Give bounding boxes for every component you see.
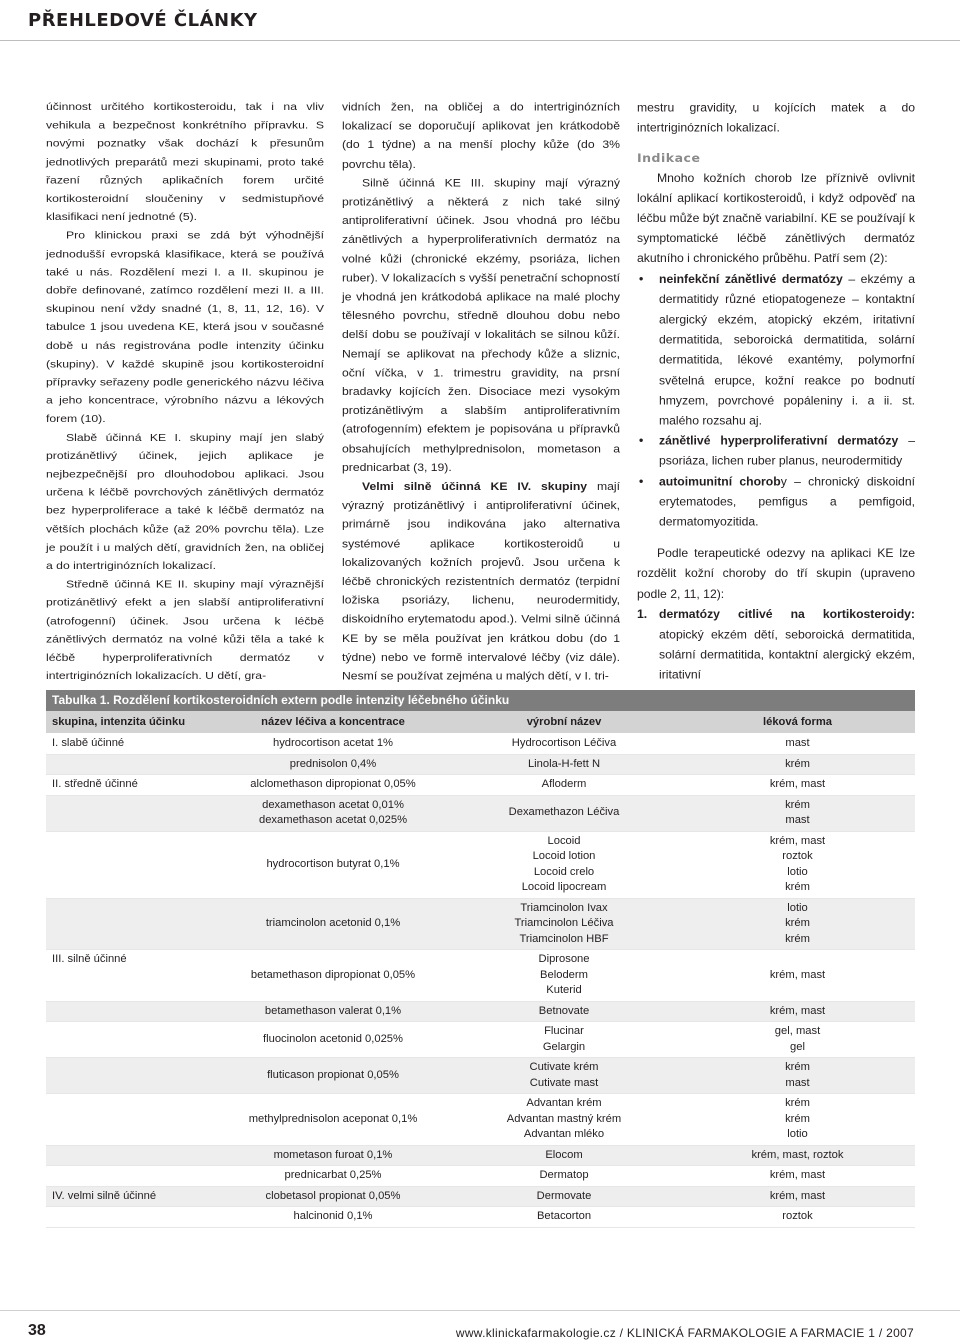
brand-cell: [448, 1166, 680, 1187]
cell-line: II. středně účinné: [52, 778, 138, 790]
form-cell: [680, 1166, 915, 1187]
cell-line: Dermatop: [539, 1169, 589, 1181]
table-row: [46, 1001, 915, 1022]
table-row: [46, 1094, 915, 1146]
column-header: skupina, intenzita účinku: [46, 711, 218, 734]
table-row: [46, 1207, 915, 1228]
paragraph: účinnost určitého kortikosteroidu, tak i na vliv vehikula a bezpečnost konkrétního přípravku. S novými poznatky však dochází k přesunům jednotlivých preparátů mezi skupinami, proto také řazení různých aplikačních forem určité kortikosteroidní sloučeniny v sedmistupňové klasifikaci není jednotné (5).: [46, 100, 324, 223]
brand-cell: [448, 734, 680, 755]
cell-line: fluticason propionat 0,05%: [267, 1068, 399, 1081]
cell-line: prednicarbat 0,25%: [284, 1169, 382, 1181]
item-text: – psoriáza, lichen ruber planus, neurodermitidy: [659, 434, 915, 468]
table-header-row: [46, 711, 915, 734]
cell-line: lotio: [787, 901, 808, 914]
brand-cell: [448, 898, 680, 950]
form-cell: [680, 775, 915, 796]
section-header: PŘEHLEDOVÉ ČLÁNKY: [28, 10, 258, 31]
table-row: [46, 795, 915, 831]
table-row: [46, 1186, 915, 1207]
cell-line: roztok: [782, 1210, 813, 1222]
table-row: [46, 775, 915, 796]
form-cell: [680, 1186, 915, 1207]
table-row: [46, 898, 915, 950]
numbered-list: [637, 605, 915, 686]
cell-line: prednisolon 0,4%: [289, 757, 377, 770]
cell-line: Flucinar: [544, 1025, 584, 1037]
paragraph: Pro klinickou praxi se zdá být výhodnější jednodušší evropská klasifikace, která se používá také u nás. Rozdělení mezi I. a II. skupinou je dobře definované, zatímco rozdělení mezi II. a III. skupinou není vždy snadné (1, 8, 11, 12, 16). V tabulce 1 jsou uvedena KE, která jsou v současné době u nás registrována podle intenzity účinku (skupiny). V každé skupině jsou kortikosteroidní přípravky seřazeny podle generického názvu léčiva a jeho koncentrace, výrobního názvu a lékových forem (10).: [46, 229, 324, 425]
drug-cell: [218, 1145, 448, 1166]
group-cell: [46, 754, 218, 775]
cell-line: Hydrocortison Léčiva: [511, 737, 617, 749]
cell-line: krém: [785, 1112, 810, 1125]
group-cell: [46, 1166, 218, 1187]
cell-line: Gelargin: [542, 1040, 586, 1053]
cell-line: Betacorton: [536, 1210, 592, 1222]
table-1: [46, 690, 915, 1228]
group-cell: [46, 1145, 218, 1166]
cell-line: krém, mast: [769, 1004, 826, 1017]
section-heading: Indikace: [637, 150, 701, 166]
drug-cell: [218, 1058, 448, 1094]
cell-line: krém: [785, 1097, 810, 1109]
paragraph: Podle terapeutické odezvy na aplikaci KE lze rozdělit kožní choroby do tří skupin (upraveno podle 2, 11, 12):: [637, 546, 915, 601]
table-row: [46, 1166, 915, 1187]
journal-footer: www.klinickafarmakologie.cz / KLINICKÁ FARMAKOLOGIE A FARMACIE 1 / 2007: [455, 1326, 914, 1340]
brand-cell: [448, 1094, 680, 1146]
group-cell: [46, 1094, 218, 1146]
cell-line: I. slabě účinné: [52, 737, 125, 749]
bold-term: dermatózy citlivé na kortikosteroidy:: [659, 607, 915, 621]
footer-divider: [0, 1310, 960, 1311]
cell-line: Triamcinolon Ivax: [520, 901, 608, 914]
drug-cell: [218, 1166, 448, 1187]
drug-cell: [218, 831, 448, 898]
form-cell: [680, 1145, 915, 1166]
drug-cell: [218, 1207, 448, 1228]
drug-cell: [218, 754, 448, 775]
form-cell: [680, 950, 915, 1002]
cell-line: Betnovate: [538, 1004, 590, 1017]
corticosteroid-table: [46, 711, 915, 1228]
cell-line: Afloderm: [541, 778, 587, 790]
group-cell: [46, 1058, 218, 1094]
cell-line: Locoid lipocream: [521, 881, 607, 893]
cell-line: Locoid: [547, 834, 581, 847]
cell-line: clobetasol propionat 0,05%: [265, 1189, 401, 1202]
cell-line: halcinonid 0,1%: [293, 1210, 373, 1222]
list-item: [637, 431, 915, 471]
bold-term: zánětlivé hyperproliferativní dermatózy: [659, 434, 899, 448]
cell-line: krém, mast, roztok: [751, 1148, 844, 1161]
cell-line: Elocom: [545, 1148, 583, 1161]
column-header: výrobní název: [448, 711, 680, 734]
drug-cell: [218, 795, 448, 831]
form-cell: [680, 1058, 915, 1094]
cell-line: IV. velmi silně účinné: [52, 1189, 157, 1202]
cell-line: Dermovate: [536, 1189, 592, 1202]
indication-list: [637, 269, 915, 532]
form-cell: [680, 898, 915, 950]
paragraph: vidních žen, na obličej a do intertriginózních lokalizací se doporučují aplikovat jen krátkodobě (do 1 týdne) a na menší plochy kůže (do 3% povrchu těla).: [342, 100, 620, 171]
brand-cell: [448, 1145, 680, 1166]
cell-line: mast: [785, 1076, 810, 1089]
brand-cell: [448, 1001, 680, 1022]
form-cell: [680, 1001, 915, 1022]
paragraph: Středně účinná KE II. skupiny mají výraznější protizánětlivý efekt a jen slabší antiproliferativní (atrofogenní) účinek. Jsou určena k léčbě zánětlivých dermatóz na volné kůži těla a také k léčbě hyperproliferativních dermatóz v intertriginózních lokalizacích. U dětí, gra-: [46, 577, 324, 682]
form-cell: [680, 795, 915, 831]
paragraph-text: mají výrazný protizánětlivý i antiproliferativní účinek, primárně jsou indikována jako alternativa systémové aplikace kortikosteroidů u lokalizovaných kožních projevů. Jsou určena k léčbě chronických rezistentních dermatóz (terpidní ložiska psoriázy, lichenu, neurodermitidy, diskoidního erytematodu apod.). Velmi silně účinná KE by se měla používat jen krátkou dobu (do 1 týdne) nebo ve formě intervalové léčby (viz dále). Nesmí se používat zejména u malých dětí, v I. tri-: [342, 480, 620, 683]
brand-cell: [448, 831, 680, 898]
paragraph: Slabě účinná KE I. skupiny mají jen slabý protizánětlivý účinek, jejich aplikace je nejbezpečnější pro dlouhodobou aplikaci. Jsou určena k léčbě povrchových zánětlivých dermatóz bez hyperproliferace a také k léčbě dermatóz na větších plochách kůže (až 20% povrchu těla). Lze je použít i u malých dětí, gravidních žen, na obličej a do intertriginózních lokalizací.: [46, 431, 324, 572]
drug-cell: [218, 1001, 448, 1022]
form-cell: [680, 754, 915, 775]
table-row: [46, 1145, 915, 1166]
cell-line: Dexamethazon Léčiva: [508, 806, 620, 819]
paragraph: mestru gravidity, u kojících matek a do intertriginózních lokalizací.: [637, 100, 915, 135]
list-item: [637, 605, 915, 686]
cell-line: krém, mast: [769, 1189, 826, 1202]
table-row: [46, 754, 915, 775]
drug-cell: [218, 950, 448, 1002]
text-column-2: [342, 98, 620, 686]
cell-line: Locoid lotion: [532, 850, 596, 862]
cell-line: Advantan mastný krém: [506, 1112, 622, 1125]
form-cell: [680, 831, 915, 898]
cell-line: mast: [785, 737, 810, 749]
paragraph: Silně účinná KE III. skupiny mají výrazný protizánětlivý a některá z nich také silný antiproliferativní účinek. Jsou vhodná pro léčbu zánětlivých a hyperproliferativních dermatóz na volné kůži (chronické ekzémy, psoriáza, lichen ruber). V lokalizacích s vyšší penetrační schopností je vhodná jen krátkodobá aplikace na malé plochy tělesného povrchu, středně dlouhou dobu nebo delší dobu se používají v lokalitách se silnou kůží. Nemají se aplikovat na přechody kůže a sliznic, oční víčka, v 1. trimestru gravidity, na prsní bradavky kojících žen. Disociace mezi vysokým protizánětlivým a slabším antiproliferativním (atrofogenním) efektem je popisována u přípravků obsahujících methylprednisolon, mometason a prednicarbat (3, 19).: [342, 176, 620, 474]
item-text: – ekzémy a dermatitidy různé etiopatogeneze – kontaktní alergický ekzém, atopický ekzém, iritativní dermatitida, seboroická dermatitida, solární dermatitida, lékové exantémy, polymorfní světelná erupce, kožní reakce po bodnutí hmyzem, povrchové popáleniny i. a ii. st. malého rozsahu aj.: [659, 272, 915, 428]
group-cell: [46, 898, 218, 950]
item-text: y – chronický diskoidní erytematodes, pemfigus a pemfigoid, dermatomyozitida.: [659, 474, 915, 529]
item-text: atopický ekzém dětí, seboroická dermatitida, solární dermatitida, kontaktní alergický ekzém, iritativní: [659, 627, 915, 682]
cell-line: Cutivate krém: [529, 1061, 599, 1073]
cell-line: krém: [785, 881, 810, 893]
text-column-3: [637, 98, 915, 686]
cell-line: fluocinolon acetonid 0,025%: [263, 1032, 403, 1045]
cell-line: triamcinolon acetonid 0,1%: [265, 917, 401, 929]
cell-line: krém, mast: [769, 968, 826, 981]
cell-line: krém: [785, 798, 810, 811]
cell-line: alclomethason dipropionat 0,05%: [250, 778, 416, 790]
drug-cell: [218, 734, 448, 755]
brand-cell: [448, 1186, 680, 1207]
cell-line: krém: [785, 1061, 810, 1073]
cell-line: gel, mast: [774, 1025, 821, 1037]
cell-line: dexamethason acetat 0,01%: [262, 798, 404, 811]
header-divider: [0, 40, 960, 41]
form-cell: [680, 1094, 915, 1146]
table-row: [46, 1022, 915, 1058]
cell-line: Cutivate mast: [529, 1076, 599, 1089]
cell-line: Linola-H-fett N: [527, 757, 601, 770]
table-row: [46, 831, 915, 898]
brand-cell: [448, 1207, 680, 1228]
list-item: [637, 269, 915, 431]
cell-line: mometason furoat 0,1%: [273, 1148, 393, 1161]
group-cell: [46, 1022, 218, 1058]
table-row: [46, 950, 915, 1002]
cell-line: Kuterid: [546, 984, 582, 996]
cell-line: roztok: [782, 850, 813, 862]
form-cell: [680, 1207, 915, 1228]
drug-cell: [218, 898, 448, 950]
table-row: [46, 734, 915, 755]
form-cell: [680, 734, 915, 755]
bold-term: neinfekční zánětlivé dermatózy: [659, 272, 843, 286]
cell-line: krém: [785, 917, 810, 929]
group-cell: [46, 1186, 218, 1207]
brand-cell: [448, 754, 680, 775]
group-cell: [46, 831, 218, 898]
text-column-1: [46, 98, 324, 686]
brand-cell: [448, 1058, 680, 1094]
cell-line: Diprosone: [538, 953, 590, 965]
form-cell: [680, 1022, 915, 1058]
group-cell: [46, 1207, 218, 1228]
list-item: [637, 472, 915, 533]
cell-line: dexamethason acetat 0,025%: [258, 814, 408, 826]
table-body: [46, 734, 915, 1228]
cell-line: III. silně účinné: [52, 953, 127, 965]
brand-cell: [448, 795, 680, 831]
paragraph: [342, 478, 620, 687]
drug-cell: [218, 775, 448, 796]
group-cell: [46, 775, 218, 796]
page-number: 38: [28, 1322, 46, 1339]
drug-cell: [218, 1022, 448, 1058]
group-cell: [46, 1001, 218, 1022]
cell-line: mast: [785, 814, 810, 826]
brand-cell: [448, 1022, 680, 1058]
column-header: léková forma: [680, 711, 915, 734]
cell-line: Beloderm: [540, 968, 588, 981]
drug-cell: [218, 1186, 448, 1207]
cell-line: betamethason valerat 0,1%: [264, 1004, 402, 1017]
group-cell: [46, 734, 218, 755]
cell-line: Triamcinolon Léčiva: [514, 917, 614, 929]
cell-line: krém: [785, 757, 810, 770]
paragraph: Mnoho kožních chorob lze příznivě ovlivnit lokální aplikací kortikosteroidů, i když odpověď na léčbu může být značně variabilní. KE se používají k symptomatické léčbě zánětlivých dermatóz akutního i chronického průběhu. Patří sem (2):: [637, 171, 915, 266]
cell-line: krém, mast: [769, 778, 826, 790]
cell-line: Triamcinolon HBF: [519, 932, 609, 945]
bold-lead: Velmi silně účinná KE IV. skupiny: [362, 480, 588, 493]
cell-line: Advantan krém: [526, 1097, 602, 1109]
column-header: název léčiva a koncentrace: [218, 711, 448, 734]
brand-cell: [448, 775, 680, 796]
group-cell: [46, 795, 218, 831]
cell-line: hydrocortison acetat 1%: [272, 737, 394, 749]
table-row: [46, 1058, 915, 1094]
cell-line: Locoid crelo: [533, 865, 595, 878]
cell-line: methylprednisolon aceponat 0,1%: [248, 1112, 418, 1125]
cell-line: Advantan mléko: [523, 1128, 605, 1140]
group-cell: [46, 950, 218, 1002]
cell-line: betamethason dipropionat 0,05%: [250, 968, 416, 981]
drug-cell: [218, 1094, 448, 1146]
bold-term: autoimunitní chorob: [659, 474, 781, 489]
cell-line: lotio: [787, 1128, 808, 1140]
cell-line: lotio: [787, 865, 808, 878]
cell-line: gel: [790, 1040, 805, 1053]
cell-line: krém, mast: [769, 834, 826, 847]
cell-line: krém: [785, 932, 810, 945]
cell-line: hydrocortison butyrat 0,1%: [266, 857, 400, 870]
table-caption: Tabulka 1. Rozdělení kortikosteroidních extern podle intenzity léčebného účinku: [46, 690, 915, 711]
list-number: 1.: [637, 607, 648, 621]
brand-cell: [448, 950, 680, 1002]
cell-line: krém, mast: [769, 1169, 826, 1181]
